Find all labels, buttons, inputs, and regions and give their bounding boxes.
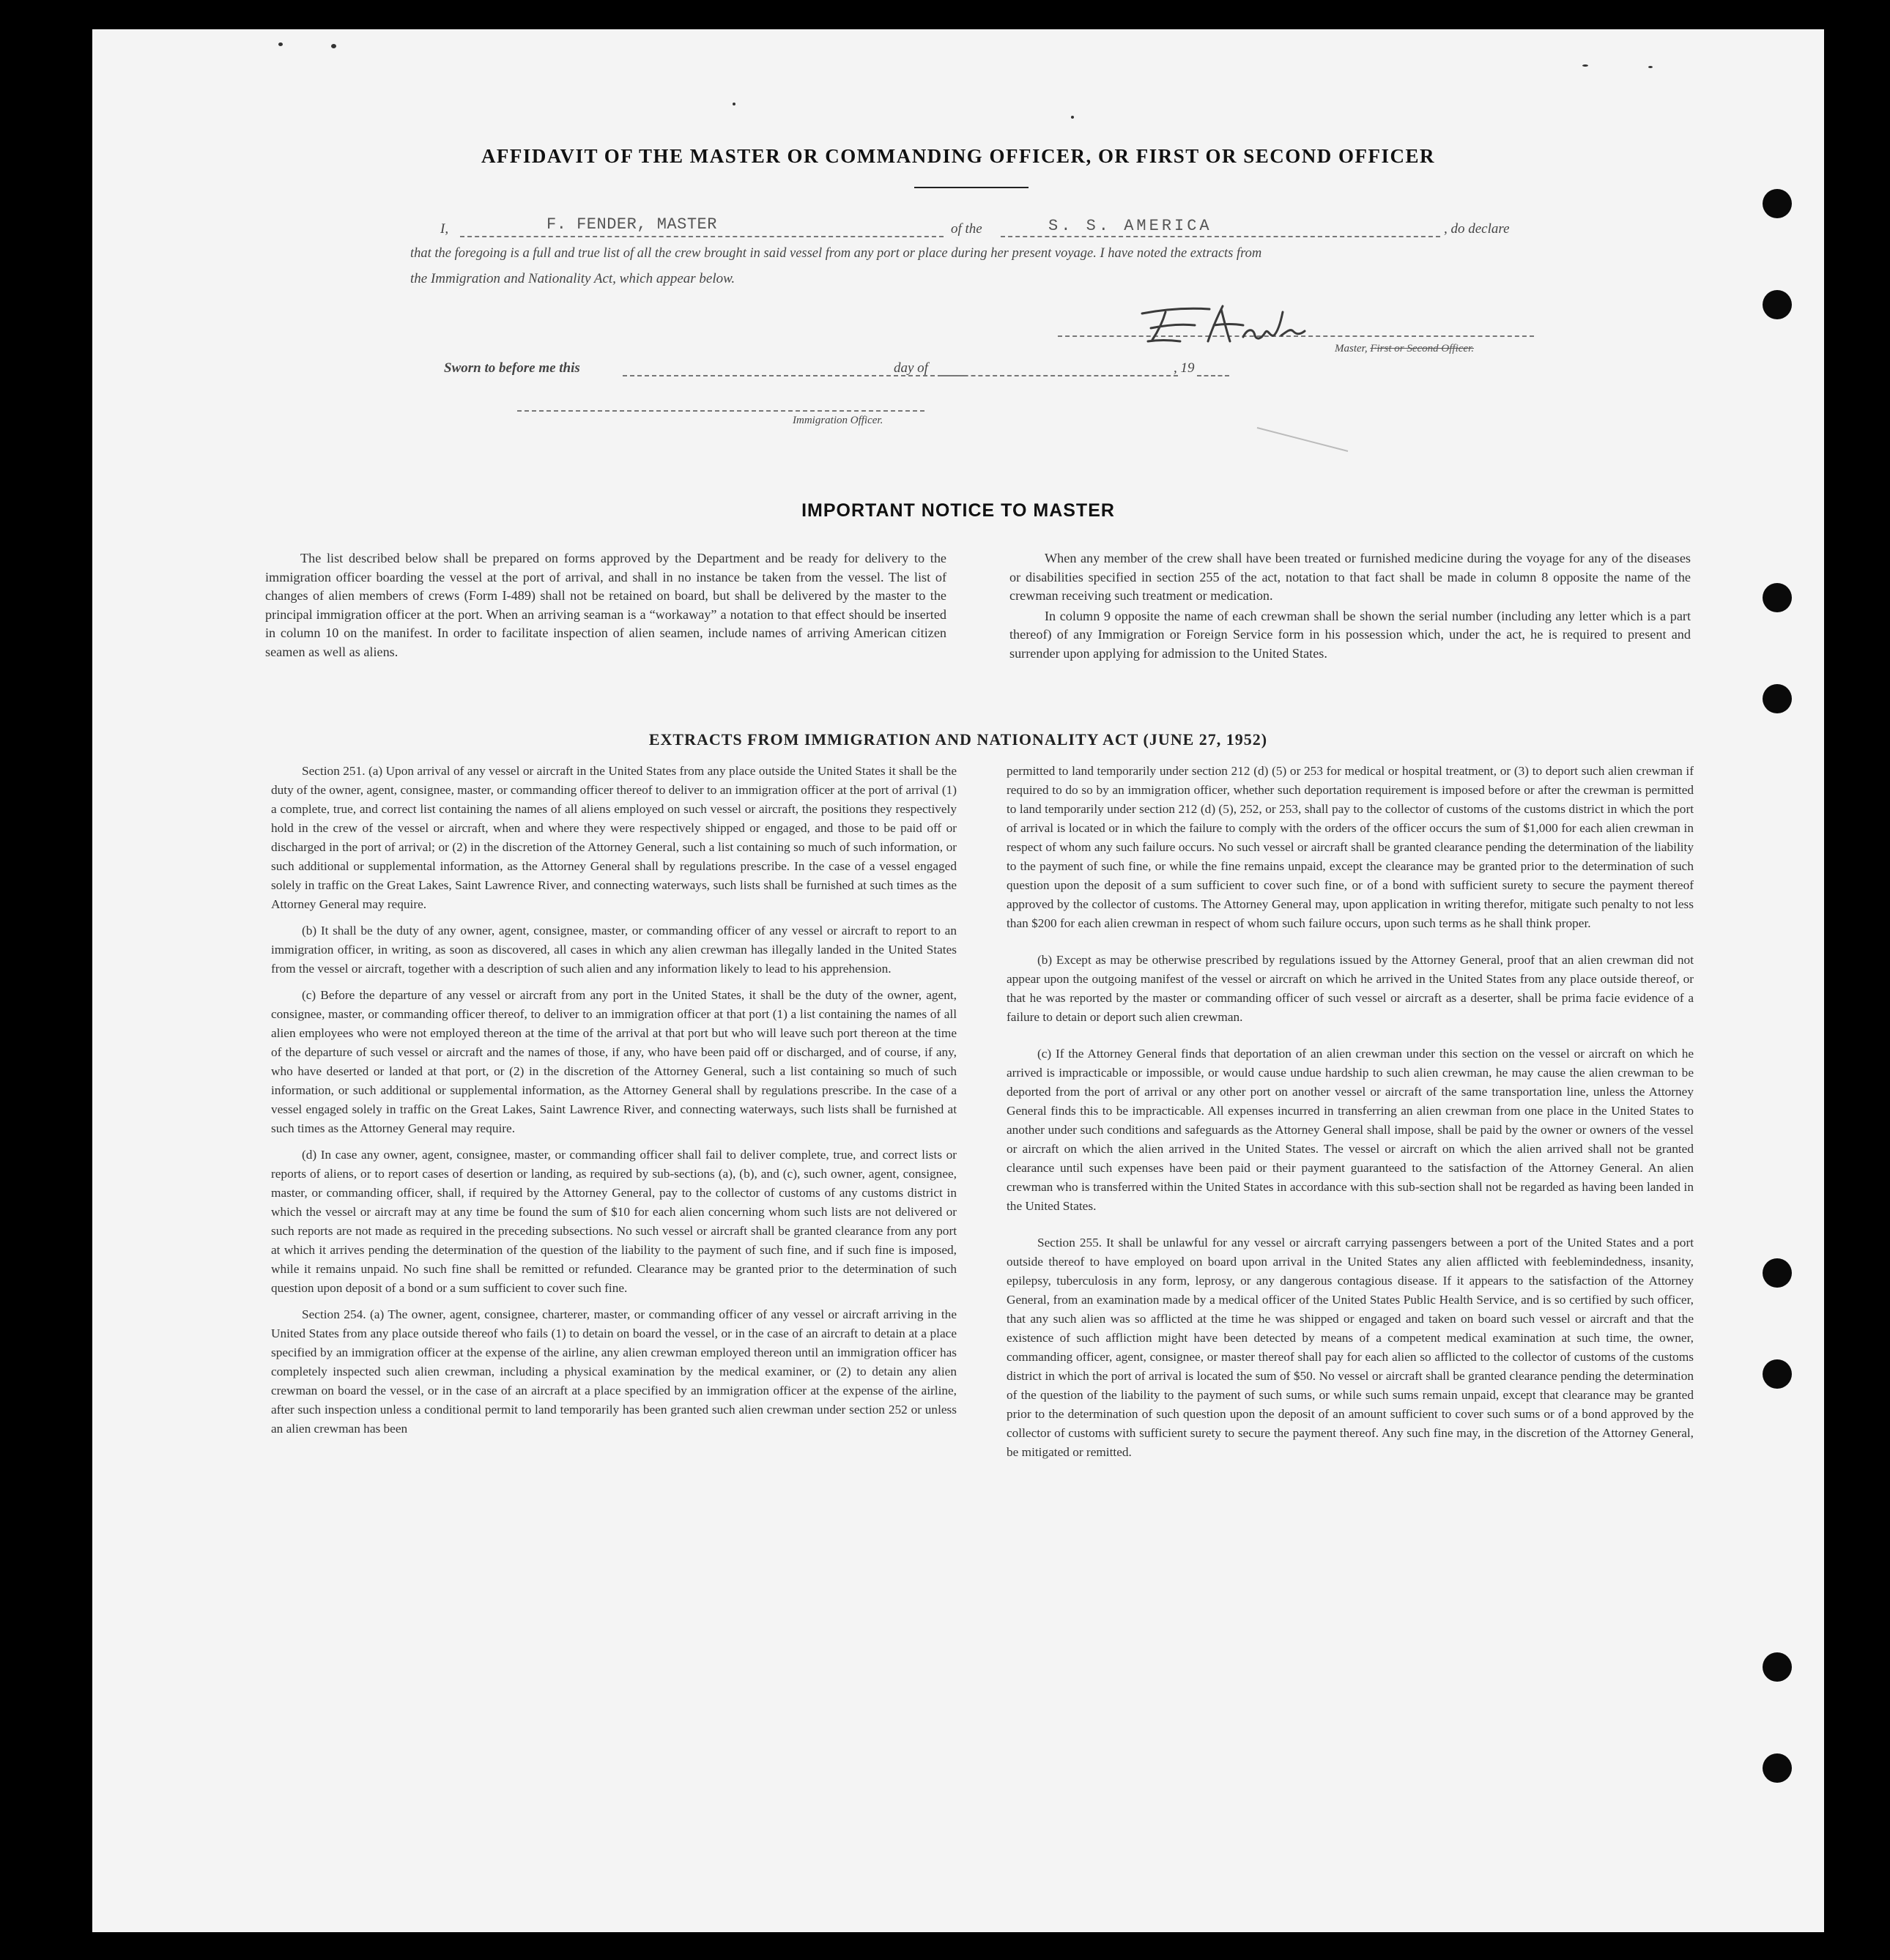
binder-hole (1763, 1652, 1792, 1682)
document-page (92, 29, 1824, 1932)
declarant-field-line (460, 236, 944, 237)
declarant-value[interactable]: F. FENDER, MASTER (546, 215, 717, 234)
speck (733, 103, 735, 105)
section-254-a: Section 254. (a) The owner, agent, consignee, charterer, master, or commanding officer of any vessel or aircraft arriving in the United States from any place outside thereof who fails (1) to detain on board the vessel, or in the case of an aircraft to detain at a place specified by an immigration officer at the expense of the airline, any alien crewman employed thereon until an immigration officer has completely inspected such alien crewman, including a physical examination by the medical examiner, or (2) to detain any alien crewman on board the vessel, or in the case of an aircraft at a place specified by an immigration officer at the expense of the airline, after such inspection unless a conditional permit to land temporarily has been granted such alien crewman under section 252 or unless an alien crewman has been (271, 1307, 957, 1436)
title-underline (914, 187, 1029, 188)
extracts-left-column (271, 762, 957, 1446)
of-the-label: of the (951, 221, 982, 237)
master-label: Master, (1335, 343, 1368, 354)
extracts-title: EXTRACTS FROM IMMIGRATION AND NATIONALITY ACT (JUNE 27, 1952) (648, 730, 1268, 749)
pencil-mark (1256, 425, 1351, 454)
binder-hole (1763, 1359, 1792, 1389)
immigration-officer-signature-line (517, 410, 924, 412)
section-255: Section 255. It shall be unlawful for any vessel or aircraft carrying passengers between a port of the United States and a port outside thereof to have employed on board upon arrival in the United States any alien afflicted with feeblemindedness, insanity, epilepsy, tuberculosis in any form, leprosy, or any dangerous contagious disease. If it appears to the satisfaction of the Attorney General, from an examination made by a medical officer of the United States Public Health Service, and is so certified by such officer, that any such alien was so afflicted at the time he was shipped or engaged and taken on board such vessel or aircraft and that the existence of such affliction might have been detected by means of a competent medical examination at such time, the owner, commanding officer, agent, consignee, or master thereof shall pay for each alien so afflicted to the collector of customs of the customs district in which the port of arrival is located the sum of $50. No vessel or aircraft shall be granted clearance pending the determination of the question of the liability to the payment of such sums, or while such sums remain unpaid, except that clearance may be granted prior to the determination of such question upon the deposit of an amount sufficient to cover such sums or of a bond approved by the collector of customs with sufficient surety to secure the payment thereof. Any such fine may, in the discretion of the Attorney General, be mitigated or remitted. (1007, 1236, 1694, 1459)
immigration-officer-label: Immigration Officer. (793, 415, 883, 426)
declaration-line-3: the Immigration and Nationality Act, which appear below. (410, 271, 735, 286)
year-label: , 19 (1174, 360, 1195, 376)
month-line (942, 375, 1178, 376)
speck (331, 44, 336, 48)
section-251-a: Section 251. (a) Upon arrival of any vessel or aircraft in the United States from any place outside the United States it shall be the duty of the owner, agent, consignee, master, or commanding officer thereof to deliver to an immigration officer at the port of arrival (1) a complete, true, and correct list containing the names of all aliens employed on such vessel or aircraft, the positions they respectively hold in the crew of the vessel or aircraft, when and where they were respectively shipped or engaged, and those to be paid off or discharged in the port of arrival; or (2) in the discretion of the Attorney General, such a list containing so much of such information, or such additional or supplemental information, as the Attorney General shall by regulations prescribe. In the case of a vessel engaged solely in traffic on the Great Lakes, Saint Lawrence River, and connecting waterways, such lists shall be furnished at such times as the Attorney General may require. (271, 764, 957, 911)
speck (1071, 116, 1074, 119)
extracts-right-column (1007, 762, 1694, 1469)
day-of-label: day of (894, 360, 928, 376)
notice-right-text-2: In column 9 opposite the name of each crewman shall be shown the serial number (including any letter which is a part thereof) of any Immigration or Foreign Service form in his possession which, under the act, he is required to present and surrender upon applying for admission to the United States. (1009, 608, 1691, 661)
notice-right-text-1: When any member of the crew shall have been treated or furnished medicine during the voyage for any of the diseases or disabilities specified in section 255 of the act, notation to that fact shall be made in column 8 opposite the name of the crewman receiving such treatment or medication. (1009, 551, 1691, 604)
section-254-a-continued: permitted to land temporarily under section 212 (d) (5) or 253 for medical or hospital treatment, or (3) to deport such alien crewman if required to do so by an immigration officer, whether such deportation requirement is imposed before or after the crewman is permitted to land temporarily under section 212 (d) (5), 252, or 253, shall pay to the collector of customs of the customs district in which the port of arrival is located or in which the failure to comply with the orders of the officer occurs the sum of $1,000 for each alien crewman in respect of whom any such failure occurs. No such vessel or aircraft shall be granted clearance pending the determination of the liability to the payment of such fine, or while the fine remains unpaid, except the clearance may be granted prior to the determination of such question upon the deposit of a sum sufficient to cover such fine, or of a bond with sufficient surety to secure the payment thereof approved by the collector of customs. The Attorney General may, upon application in writing therefor, mitigate such penalty to not less than $200 for each alien crewman in respect of whom such failure occurs, upon such terms as he shall think proper. (1007, 764, 1694, 930)
binder-hole (1763, 684, 1792, 713)
signature-role-label (1335, 343, 1474, 355)
speck (1648, 66, 1653, 68)
year-line (1197, 375, 1229, 376)
affidavit-title: AFFIDAVIT OF THE MASTER OR COMMANDING OFFICER, OR FIRST OR SECOND OFFICER (481, 145, 1436, 167)
notice-left-paragraph (265, 549, 946, 669)
handwritten-signature (1136, 299, 1327, 350)
binder-hole (1763, 189, 1792, 218)
speck (278, 42, 283, 46)
notice-left-text: The list described below shall be prepared on forms approved by the Department and be ready for delivery to the immigration officer boarding the vessel at the port of arrival, and shall in no instance be taken from the vessel. The list of changes of alien members of crews (Form I-489) shall not be retained on board, but shall be delivered by the master to the principal immigration officer at the port. When an arriving seaman is a “workaway” a notation to that effect should be inserted in column 10 on the manifest. In order to facilitate inspection of alien seamen, include names of arriving American citizen seamen as well as aliens. (265, 551, 946, 659)
binder-hole (1763, 290, 1792, 319)
i-label: I, (440, 221, 449, 237)
section-251-b: (b) It shall be the duty of any owner, agent, consignee, master, or commanding officer of any vessel or aircraft to report to an immigration officer, in writing, as soon as discovered, all cases in which any alien crewman has illegally landed in the United States from the vessel or aircraft, together with a description of such alien and any information likely to lead to his apprehension. (271, 924, 957, 976)
declaration-line-2: that the foregoing is a full and true list of all the crew brought in said vessel from any port or place during her present voyage. I have noted the extracts from (410, 246, 1262, 261)
binder-hole (1763, 583, 1792, 612)
vessel-value[interactable]: S. S. AMERICA (1048, 217, 1212, 235)
notice-title: IMPORTANT NOTICE TO MASTER (801, 500, 1115, 521)
binder-hole (1763, 1753, 1792, 1783)
binder-hole (1763, 1258, 1792, 1288)
section-254-b: (b) Except as may be otherwise prescribed by regulations issued by the Attorney General, proof that an alien crewman did not appear upon the outgoing manifest of the vessel or aircraft on which he arrived in the United States from any place outside thereof, or that he was reported by the master or commanding officer of such vessel or aircraft as a deserter, shall be prima facie evidence of a failure to detain or deport such alien crewman. (1007, 953, 1694, 1024)
section-251-d: (d) In case any owner, agent, consignee, master, or commanding officer shall fail to deliver complete, true, and correct lists or reports of aliens, or to report cases of desertion or landing, as required by sub-sections (a), (b), and (c), such owner, agent, consignee, master, or commanding officer, shall, if required by the Attorney General, pay to the collector of customs of any customs district in which the vessel or aircraft may at any time be found the sum of $10 for each alien concerning whom such lists are not delivered or such reports are not made as required in the preceding subsections. No such vessel or aircraft shall be granted clearance from any port at which it arrives pending the determination of the question of the liability to the payment of such fine, and if such fine is imposed, while it remains unpaid. No such fine shall be remitted or refunded. Clearance may be granted prior to the determination of such question upon deposit of a bond or a sum sufficient to cover such fine. (271, 1148, 957, 1295)
speck (1582, 64, 1588, 67)
section-251-c: (c) Before the departure of any vessel or aircraft from any port in the United States, it shall be the duty of the owner, agent, consignee, master, or commanding officer thereof, to deliver to an immigration officer at that port (1) a list containing the names of all alien employees who were not employed thereon at the time of the arrival at that port but who will leave such port thereon at the time of the departure of such vessel or aircraft and the names of those, if any, who have been paid off or discharged, and of course, if any, who have deserted or landed at that port, or (2) in the discretion of the Attorney General, such a list containing so much of such information, or such additional or supplemental information, as the Attorney General shall by regulations prescribe. In the case of a vessel engaged solely in traffic on the Great Lakes, Saint Lawrence River, and connecting waterways, such lists shall be furnished at such times as the Attorney General may require. (271, 988, 957, 1135)
section-254-c: (c) If the Attorney General finds that deportation of an alien crewman under this section on the vessel or aircraft on which he arrived is impracticable or impossible, or would cause undue hardship to such alien crewman, he may cause the alien crewman to be deported from the port of arrival or any other port on another vessel or aircraft of the same transportation line, unless the Attorney General finds this to be impracticable. All expenses incurred in transferring an alien crewman from one place in the United States to another under such conditions and safeguards as the Attorney General shall impose, shall be paid by the owner or owners of the vessel or aircraft on which the alien arrived in the United States. The vessel or aircraft on which the alien arrived shall not be granted clearance until such expenses have been paid or their payment guaranteed to the satisfaction of the Attorney General. An alien crewman who is transferred within the United States in accordance with this sub-section shall not be regarded as having been landed in the United States. (1007, 1047, 1694, 1213)
vessel-field-line (1001, 236, 1440, 237)
sworn-label: Sworn to before me this (444, 360, 580, 376)
struck-officer-label: First or Second Officer. (1370, 343, 1474, 354)
do-declare-label: , do declare (1444, 221, 1510, 237)
notice-right-column (1009, 549, 1691, 671)
